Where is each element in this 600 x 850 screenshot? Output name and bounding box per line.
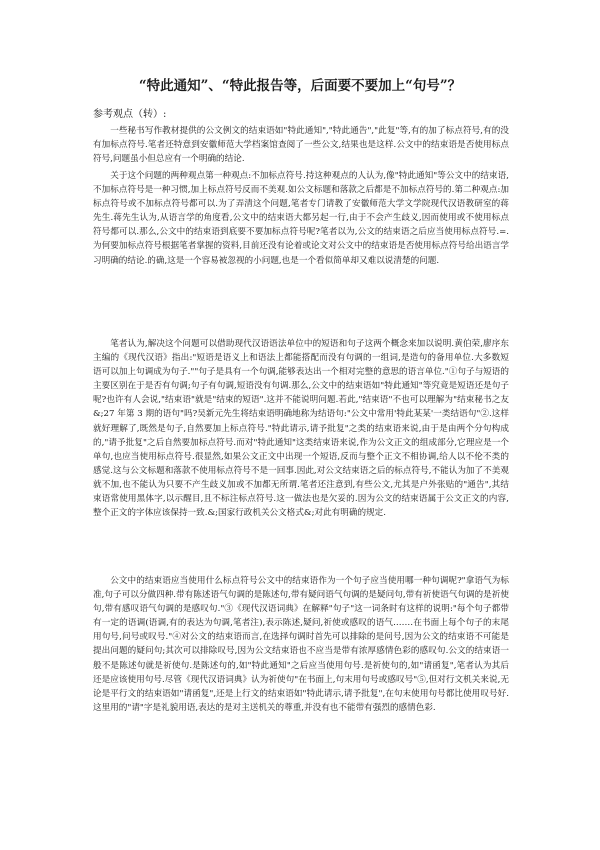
body-paragraph-analysis [93,337,509,520]
body-paragraph-punctuation [93,574,509,715]
paragraph-text: 公文中的结束语应当使用什么标点符号公文中的结束语作为一个句子应当使用哪一种句调呢?"拿语气为标准,句子可以分做四种.带有陈述语气句调的是陈述句,带有疑问语气句调的是疑问句,带有祈使语气句调的是祈使句,带有感叹语气句调的是感叹句."③《现代汉语词典》在解释"句子"这一词条时有这样的说明:"每个句子都带有一定的语调(语调,有的表达为句调,笔者注),表示陈述,疑问,祈使或感叹的语气.……在书面上每个句子的末尾用句号,问号或叹号."④对公文的结束语而言,在选择句调时首先可以排除的是问号,因为公文的结束语不可能是提出问题的疑问句;其次可以排除叹号,因为公文结束语也不应当是带有浓厚感情色彩的感叹句.公文的结束语一般不是陈述句就是祈使句.是陈述句的,如"特此通知"之后应当使用句号.是祈使句的,如"请函复",笔者认为其后还是应该使用句号.尽管《现代汉语词典》认为祈使句"在书面上,句末用句号或感叹号"⑤,但对行文机关来说,无论是平行文的结束语如"请函复",还是上行文的结束语如"特此请示,请予批复",在句末使用句号都比使用叹号好.这里用的"请"字是礼貌用语,表达的是对主送机关的尊重,并没有也不能带有强烈的感情色彩. [93,576,509,713]
document-subtitle: 参考观点（转）: [93,109,167,120]
body-paragraph-viewpoints [93,169,509,268]
body-paragraph-intro [93,124,509,166]
paragraph-text: 关于这个问题的两种观点第一种观点:不加标点符号.持这种观点的人认为,像"特此通知"等公文中的结束语,不加标点符号是一种习惯,加上标点符号反而不美观.如公文标题和落款之后都是不加标点符号的.第二种观点:加标点符号或不加标点符号都可以.为了弄清这个问题,笔者专门请教了安徽师范大学文学院现代汉语教研室的蒋先生.蒋先生认为,从语言学的角度看,公文中的结束语大都另起一行,由于不会产生歧义,因而使用或不使用标点符号都可以.那么,公文中的结束语到底要不要加标点符号呢?笔者以为,公文的结束语之后应当使用标点符号.=.为何要加标点符号根据笔者掌握的资料,目前还没有论着或论文对公文中的结束语是否使用标点符号给出语言学习明确的结论.的确,这是一个容易被忽视的小问题,也是一个看似简单却又难以说清楚的问题. [93,171,509,266]
document-title: “特此通知”、“特此报告等，后面要不要加上“句号”？ [138,78,462,94]
paragraph-text: 一些秘书写作教材提供的公文例文的结束语如"特此通知","特此通告","此复"等,有的加了标点符号,有的没有加标点符号.笔者还特意到安徽师范大学档案馆查阅了一些公文,结果也是这样.公文中的结束语是否使用标点符号,问题虽小但总应有一个明确的结论. [93,126,509,165]
paragraph-text: 笔者认为,解决这个问题可以借助现代汉语语法单位中的短语和句子这两个概念来加以说明.黄伯荣,廖序东主编的《现代汉语》指出:"短语是语义上和语法上都能搭配而没有句调的一组词,是造句的备用单位.大多数短语可以加上句调成为句子.""句子是具有一个句调,能够表达出一个相对完整的意思的语言单位."①句子与短语的主要区别在于是否有句调;句子有句调,短语没有句调.那么,公文中的结束语如"特此通知"等究竟是短语还是句子呢?也许有人会说,"结束语"就是"结束的短语".这并不能说明问题.若此,"结束语"不也可以理解为"结束秘书之友&;27 年第 3 期的语句"吗?吴新元先生将结束语明确地称为结语句:"公文中常用'特此某某'一类结语句"②.这样就好理解了,既然是句子,自然要加上标点符号."特此请示,请予批复"之类的结束语来说,由于是由两个分句构成的,"请予批复"之后自然要加标点符号.而对"特此通知"这类结束语来说,作为公文正文的组成部分,它理应是一个单句,也应当使用标点符号.很显然,如果公文正文中出现一个短语,反而与整个正文不相协调,给人以不伦不类的感觉.这与公文标题和落款不使用标点符号不是一回事.因此,对公文结束语之后的标点符号,不能认为加了不美观就不加,也不能认为只要不产生歧义加或不加都无所谓.笔者还注意到,有些公文,尤其是户外张贴的"通告",其结束语常使用黑体字,以示醒目,且不标注标点符号.这一做法也是欠妥的.因为公文的结束语属于公文正文的内容,整个正文的字体应该保持一致.&;国家行政机关公文格式&;对此有明确的规定. [93,339,509,519]
